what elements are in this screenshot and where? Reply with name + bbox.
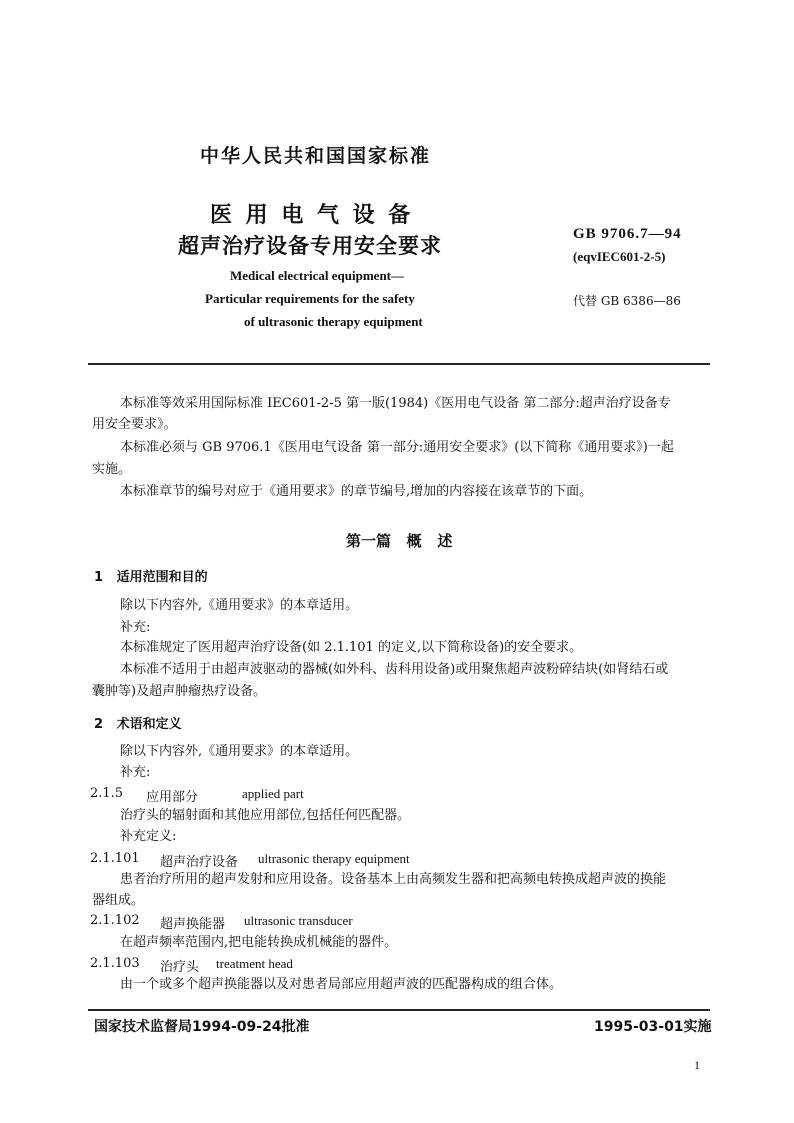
section-1-line3: 本标准规定了医用超声治疗设备(如 2.1.101 的定义,以下简称设备)的安全要求。 [120,640,583,655]
intro-paragraph-1-line2: 用安全要求》。 [92,417,177,432]
definition-2-1-101-text-line2: 器组成。 [92,893,145,908]
footer-rule [88,1009,710,1011]
section-1-line2: 补充: [120,620,151,635]
definition-2-1-101-term-en: ultrasonic therapy equipment [258,851,410,866]
definition-2-1-102-term-en: ultrasonic transducer [244,913,353,928]
intro-paragraph-2-line1: 本标准必须与 GB 9706.1《医用电气设备 第一部分:通用安全要求》(以下简称《通用要求》)一起 [120,440,674,455]
section-1-line4: 本标准不适用于由超声波驱动的器械(如外科、齿科用设备)或用聚焦超声波粉碎结块(如肾结石或 [120,662,669,677]
national-standard-title: 中华人民共和国国家标准 [200,145,432,167]
document-title-en-line3: of ultrasonic therapy equipment [244,314,423,329]
section-1-line5: 囊肿等)及超声肿瘤热疗设备。 [92,684,267,699]
intro-paragraph-3: 本标准章节的编号对应于《通用要求》的章节编号,增加的内容接在该章节的下面。 [120,484,593,499]
definition-2-1-102-number: 2.1.102 [90,913,140,928]
definition-2-1-103-number: 2.1.103 [90,956,140,971]
definition-2-1-103-text: 由一个或多个超声换能器以及对患者局部应用超声波的匹配器构成的组合体。 [120,977,563,992]
equivalence-note: (eqvIEC601-2-5) [573,249,666,264]
definition-2-1-5-term-en: applied part [242,786,304,801]
part-title: 第一篇 概 述 [346,532,453,550]
effective-date: 1995-03-01实施 [594,1019,712,1035]
definition-2-1-103-term-cn: 治疗头 [160,960,200,975]
definition-2-1-101-number: 2.1.101 [90,851,140,866]
replaces-note: 代替 GB 6386—86 [573,294,681,308]
approval-date: 国家技术监督局1994-09-24批准 [94,1019,310,1035]
definition-2-1-102-term-cn: 超声换能器 [160,917,226,932]
definition-2-1-102-text: 在超声频率范围内,把电能转换成机械能的器件。 [120,935,398,950]
section-2-line3: 补充定义: [120,829,177,844]
section-1-heading: 1 适用范围和目的 [94,570,208,585]
definition-2-1-5-text: 治疗头的辐射面和其他应用部位,包括任何匹配器。 [120,808,411,823]
definition-2-1-103-term-en: treatment head [216,956,293,971]
definition-2-1-101-text-line1: 患者治疗所用的超声发射和应用设备。设备基本上由高频发生器和把高频电转换成超声波的换能 [120,872,667,887]
section-2-line1: 除以下内容外,《通用要求》的本章适用。 [120,744,359,759]
section-2-line2: 补充: [120,765,151,780]
definition-2-1-5-number: 2.1.5 [90,786,124,801]
document-title-cn-line2: 超声治疗设备专用安全要求 [178,234,442,258]
document-title-en-line1: Medical electrical equipment— [230,268,405,283]
standard-code: GB 9706.7—94 [573,226,682,242]
definition-2-1-5-term-cn: 应用部分 [146,790,199,805]
document-title-cn-line1: 医 用 电 气 设 备 [210,203,414,228]
section-1-line1: 除以下内容外,《通用要求》的本章适用。 [120,598,359,613]
intro-paragraph-1-line1: 本标准等效采用国际标准 IEC601-2-5 第一版(1984)《医用电气设备 第二部分:超声治疗设备专 [120,396,671,411]
document-title-en-line2: Particular requirements for the safety [205,291,415,306]
header-rule [88,363,710,365]
definition-2-1-101-term-cn: 超声治疗设备 [160,855,239,870]
page-number: 1 [694,1058,700,1072]
section-2-heading: 2 术语和定义 [94,717,182,732]
intro-paragraph-2-line2: 实施。 [92,462,132,477]
